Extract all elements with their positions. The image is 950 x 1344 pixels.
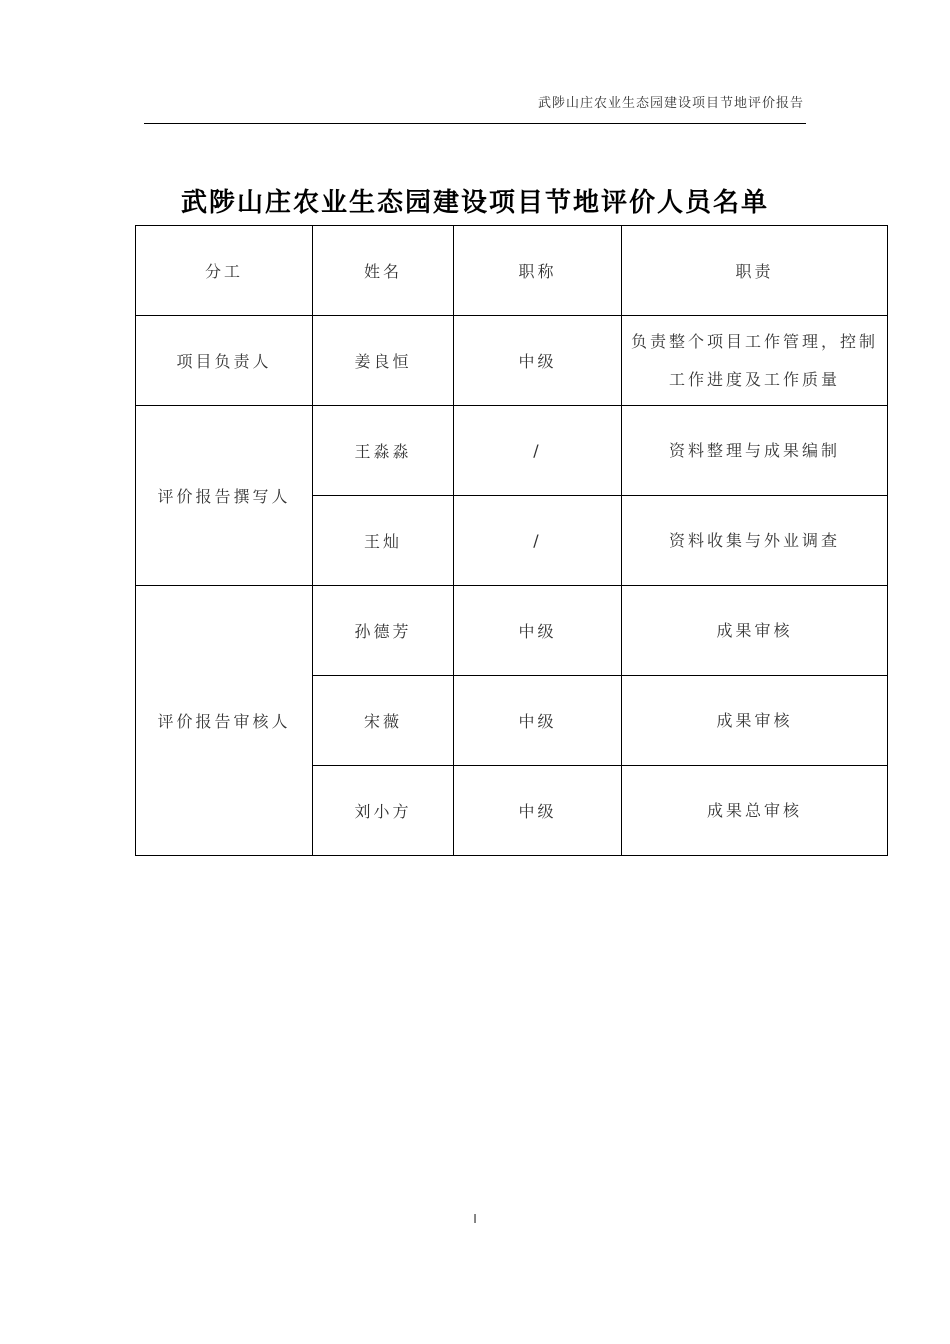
role-cell: 评价报告审核人 [136, 586, 313, 856]
role-cell: 评价报告撰写人 [136, 406, 313, 586]
table-row [136, 316, 888, 406]
name-cell: 刘小方 [313, 766, 454, 856]
name-cell: 王灿 [313, 496, 454, 586]
title-cell: 中级 [454, 316, 622, 406]
running-header: 武陟山庄农业生态园建设项目节地评价报告 [537, 96, 804, 111]
name-cell: 王淼淼 [313, 406, 454, 496]
staff-table [135, 225, 888, 856]
title-cell: 中级 [454, 586, 622, 676]
column-header-name: 姓名 [313, 226, 454, 316]
column-header-title: 职称 [454, 226, 622, 316]
page-number: I [473, 1212, 477, 1226]
column-header-role: 分工 [136, 226, 313, 316]
duty-cell: 负责整个项目工作管理，控制工作进度及工作质量 [622, 316, 888, 406]
document-title: 武陟山庄农业生态园建设项目节地评价人员名单 [180, 188, 769, 218]
name-cell: 宋薇 [313, 676, 454, 766]
duty-cell: 资料整理与成果编制 [622, 406, 888, 496]
table-row [136, 586, 888, 676]
duty-cell: 成果审核 [622, 586, 888, 676]
title-cell: 中级 [454, 766, 622, 856]
table-header-row [136, 226, 888, 316]
duty-cell: 资料收集与外业调查 [622, 496, 888, 586]
duty-cell: 成果审核 [622, 676, 888, 766]
name-cell: 孙德芳 [313, 586, 454, 676]
name-cell: 姜良恒 [313, 316, 454, 406]
table-row [136, 406, 888, 496]
title-cell: 中级 [454, 676, 622, 766]
role-cell: 项目负责人 [136, 316, 313, 406]
column-header-duty: 职责 [622, 226, 888, 316]
header-rule [144, 123, 806, 124]
title-cell: / [454, 406, 622, 496]
title-cell: / [454, 496, 622, 586]
duty-cell: 成果总审核 [622, 766, 888, 856]
